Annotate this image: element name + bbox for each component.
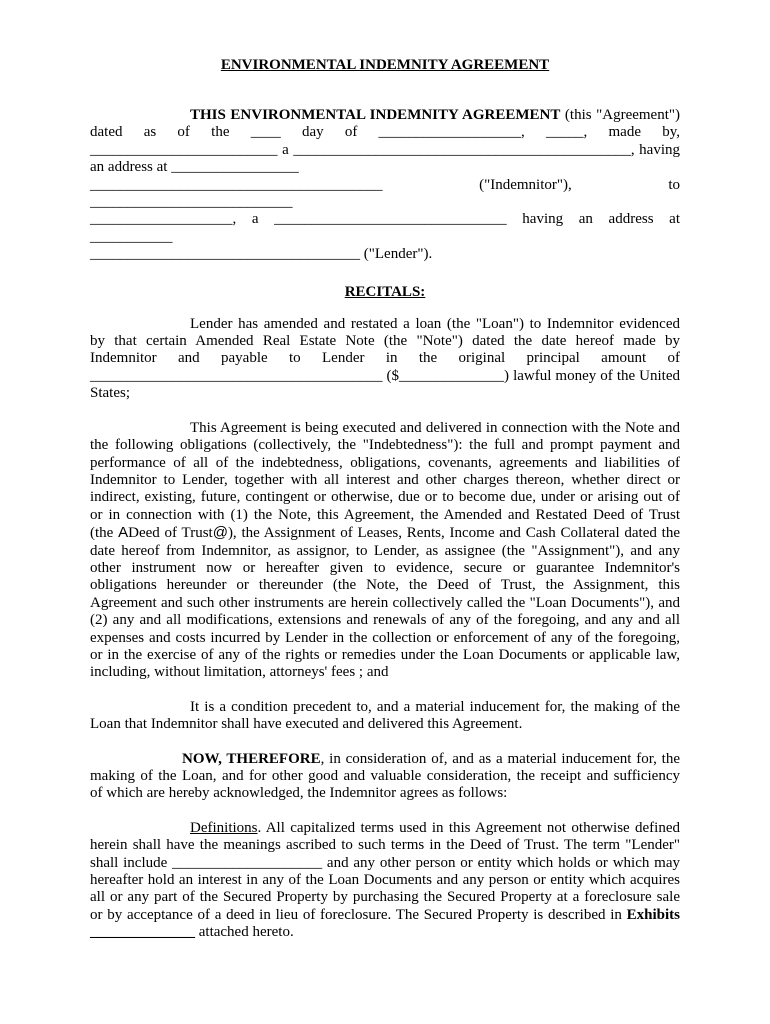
now-therefore-line-1: NOW, THEREFORE, in consideration of, and as a material inducement for, the [182, 750, 680, 767]
definitions-heading: Definitions [190, 819, 258, 836]
recital-2-line: Agreement and such other instruments are herein collectively called the "Loan Documents"), and [90, 594, 680, 611]
recital-2-line: date hereof from Indemnitor, as assignor, to Lender, as assignee (the "Assignment"), and any [90, 542, 680, 559]
recital-3-line: It is a condition precedent to, and a material inducement for, the making of the [190, 698, 680, 715]
recital-2-line: including, without limitation, attorneys' fees ; and [90, 664, 389, 681]
preamble-line-5: _______________________________________ ("Indemnitor"), to [90, 176, 680, 193]
now-therefore-line: of which are hereby acknowledged, the Indemnitor agrees as follows: [90, 785, 508, 802]
recital-1-line: _______________________________________ ($______________) lawful money of the United [90, 367, 680, 384]
recital-2-line: (2) any and all modifications, extensions and renewals of any of the foregoing, and any and all [90, 612, 680, 629]
preamble-line-1: THIS ENVIRONMENTAL INDEMNITY AGREEMENT (this "Agreement") [190, 107, 680, 123]
recital-1-line: Indemnitor and payable to Lender in the original principal amount of [90, 350, 680, 367]
recital-2-line: or in connection with (1) the Note, this Agreement, the Amended and Restated Deed of Trust [90, 506, 680, 523]
preamble [90, 107, 680, 264]
recital-1-line: Lender has amended and restated a loan (the "Loan") to Indemnitor evidenced [190, 315, 680, 332]
preamble-line-3: _________________________ a _____________________________________________, having [90, 141, 680, 158]
definitions-line-1: Definitions. All capitalized terms used in this Agreement not otherwise defined [190, 819, 680, 836]
now-therefore [90, 751, 680, 803]
now-therefore-line: making of the Loan, and for other good and valuable consideration, the receipt and sufficiency [90, 768, 680, 784]
now-therefore-lead: NOW, THEREFORE [182, 750, 321, 767]
recital-2-line: expenses and costs incurred by Lender in the collection or enforcement of any of the foregoing, [90, 629, 680, 646]
preamble-line-8: ___________ [90, 228, 173, 245]
glyph-a: A [118, 524, 129, 542]
exhibits-blank: ______________ [90, 924, 195, 941]
recital-2-line: or in the exercise of any of the rights or remedies under the Loan Documents or applicable law, [90, 646, 680, 663]
document-title: ENVIRONMENTAL INDEMNITY AGREEMENT [220, 57, 550, 73]
definitions-line: shall include ____________________ and any other person or entity which holds or which may [90, 854, 680, 871]
recital-3-line: Loan that Indemnitor shall have executed and delivered this Agreement. [90, 716, 523, 733]
preamble-line-4: an address at _________________ [90, 159, 299, 176]
recital-2 [90, 420, 680, 682]
definitions-line-exhibits: or by acceptance of a deed in lieu of foreclosure. The Secured Property is described in Exhibits [90, 906, 680, 923]
definitions-line: hereafter hold an interest in any of the Loan Documents and any person or entity which acquires [90, 872, 680, 889]
preamble-line-6: ___________________________ [90, 194, 293, 211]
recital-1 [90, 316, 680, 403]
recitals-heading: RECITALS: [344, 283, 426, 300]
glyph-at: @ [212, 524, 228, 542]
definitions-line: all or any part of the Secured Property by purchasing the Secured Property at a foreclosure sale [90, 889, 680, 906]
recital-2-line: This Agreement is being executed and delivered in connection with the Note and [190, 419, 680, 436]
recital-2-line: indirect, existing, future, contingent or otherwise, due or to become due, under or arising out of [90, 489, 680, 506]
recital-2-line: Indemnitor to Lender, together with all interest and other charges thereon, whether direct or [90, 471, 680, 488]
preamble-line-7: ___________________, a _______________________________ having an address at [90, 211, 680, 228]
recital-1-line: by that certain Amended Real Estate Note (the "Note") dated the date hereof made by [90, 333, 680, 350]
recital-2-line: other instrument now or hereafter given to evidence, secure or guarantee Indemnitor's [90, 559, 680, 576]
definitions-line: herein shall have the meanings ascribed to such terms in the Deed of Trust. The term "Lender" [90, 837, 680, 854]
recital-2-line: the following obligations (collectively, the "Indebtedness"): the full and prompt payment and [90, 437, 680, 454]
recital-2-line-deed: (the ADeed of Trust@), the Assignment of Leases, Rents, Income and Cash Collateral dated the [90, 524, 680, 542]
preamble-bold-lead: THIS ENVIRONMENTAL INDEMNITY AGREEMENT [190, 107, 561, 123]
definitions-line-last: ______________ attached hereto. [90, 924, 294, 941]
recital-2-line: performance of all of the indebtedness, obligations, covenants, agreements and liabilities of [90, 454, 680, 471]
recital-2-line: obligations hereunder or thereunder (the Note, the Deed of Trust, the Assignment, this [90, 577, 680, 594]
recital-3 [90, 699, 680, 734]
definitions-section [90, 820, 680, 942]
exhibits-label: Exhibits [626, 906, 680, 923]
preamble-line-2: dated as of the ____ day of ___________________, _____, made by, [90, 124, 680, 141]
document-page [90, 54, 680, 942]
preamble-line-9: ____________________________________ ("Lender"). [90, 246, 433, 263]
recital-1-line: States; [90, 385, 130, 402]
